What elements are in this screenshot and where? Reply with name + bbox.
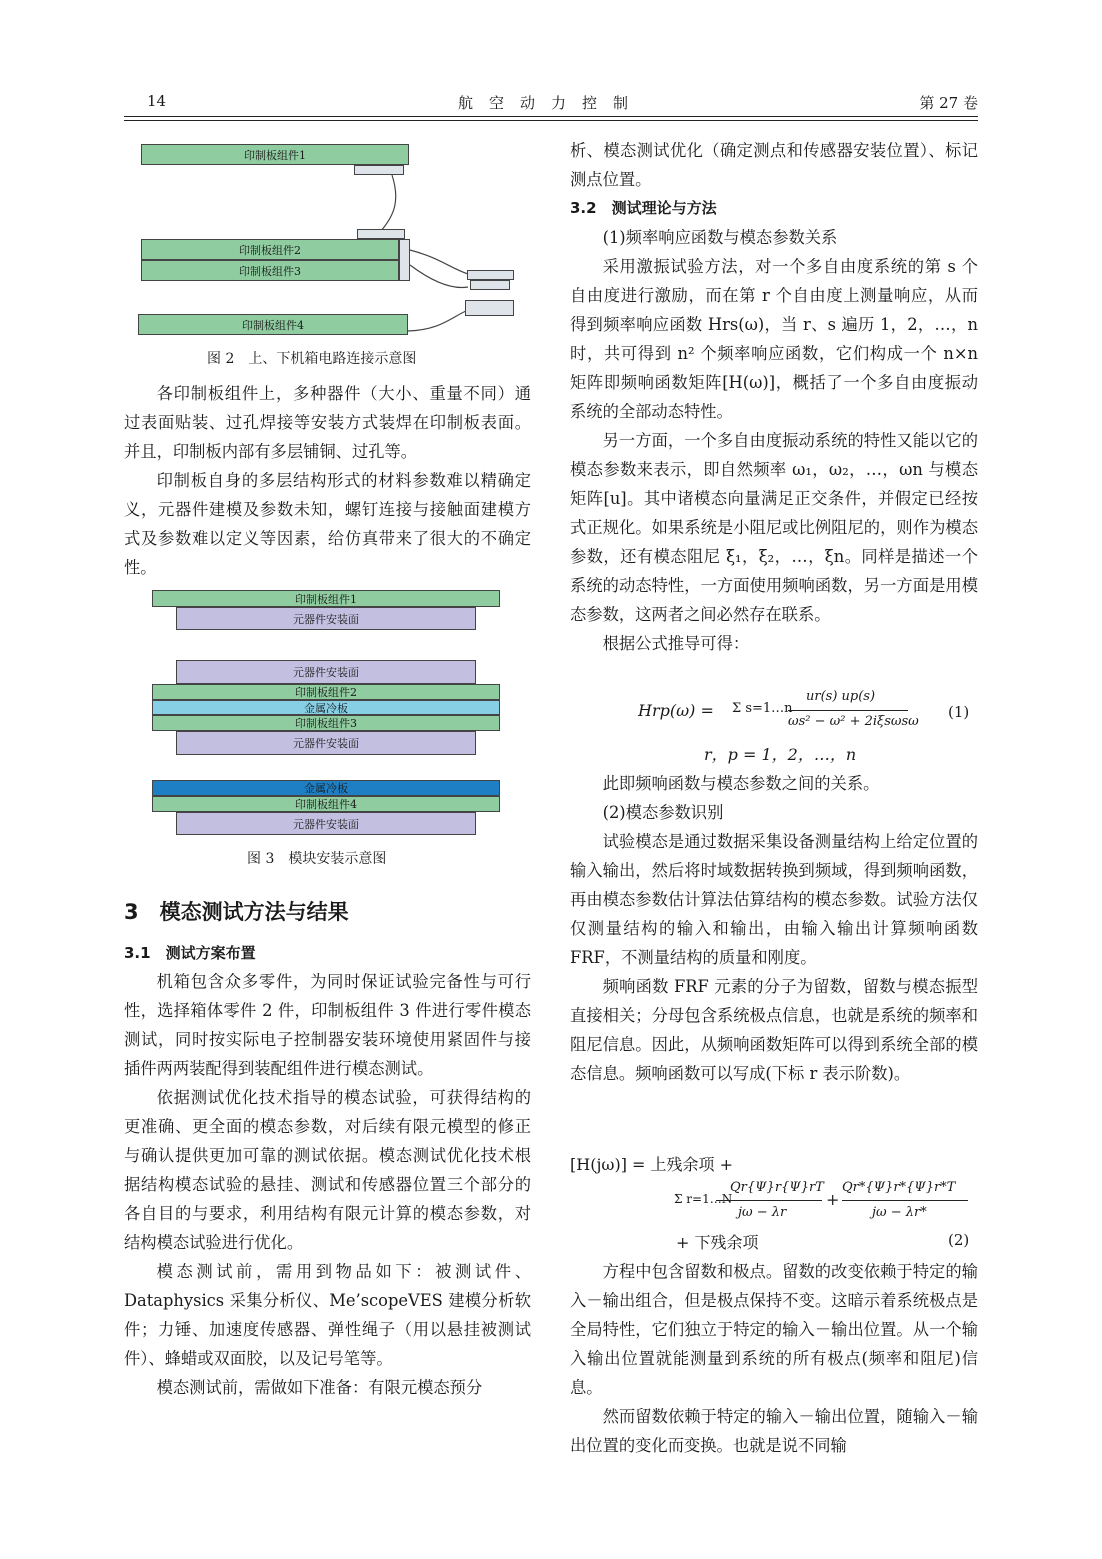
eq1-denominator: ωs² − ω² + 2iξsωsω (788, 714, 919, 729)
right-column-middle (570, 769, 978, 1088)
paragraph: 采用激振试验方法，对一个多自由度系统的第 s 个自由度进行激励，而在第 r 个自由度上测量响应，从而得到频率响应函数 Hrs(ω)，当 r、s 遍历 1，2，…，n 时，共可得到 n² 个频率响应函数，它们构成一个 n×n 矩阵即频响函数矩阵[H(ω)]，概括了一个多自由度振动系统的全部动态特性。 (570, 257, 978, 421)
fraction-line (788, 710, 908, 711)
paragraph: 根据公式推导可得： (602, 634, 750, 653)
equation-number: (1) (948, 703, 970, 721)
paragraph: 模态测试前，需做如下准备：有限元模态预分 (156, 1378, 483, 1397)
equation-number: (2) (948, 1231, 970, 1249)
pcb-assembly-1: 印制板组件1 (152, 590, 500, 607)
paragraph: 模态测试前，需用到物品如下：被测试件、Dataphysics 采集分析仪、Me’scopeVES 建模分析软件；力锤、加速度传感器、弹性绳子（用以悬挂被测试件）、蜂蜡或双面胶，以及记号笔等。 (124, 1262, 531, 1368)
metal-cold-plate: 金属冷板 (152, 780, 500, 796)
pcb-assembly-4: 印制板组件4 (152, 796, 500, 812)
eq1-lhs: Hrp(ω) = (638, 701, 714, 720)
pcb-assembly-2: 印制板组件2 (152, 684, 500, 700)
fraction-line (842, 1200, 968, 1201)
pcb-assembly-4: 印制板组件4 (138, 314, 408, 335)
connector (354, 165, 404, 175)
right-column-top (570, 136, 978, 658)
right-column-bottom (570, 1257, 978, 1460)
component-mounting-surface: 元器件安装面 (176, 812, 476, 835)
paragraph: 然而留数依赖于特定的输入－输出位置，随输入－输出位置的变化而变换。也就是说不同输 (570, 1407, 978, 1455)
connector (467, 270, 514, 280)
connector (465, 300, 514, 316)
paragraph: 依据测试优化技术指导的模态试验，可获得结构的更准确、更全面的模态参数，对后续有限元模型的修正与确认提供更加可靠的测试依据。模态测试优化技术根据结构模态试验的悬挂、测试和传感器位置三个部分的各自目的与要求，利用结构有限元计算的模态参数，对结构模态试验进行优化。 (124, 1088, 531, 1252)
component-mounting-surface: 元器件安装面 (176, 607, 476, 630)
figure-3-caption: 图 3 模块安装示意图 (247, 851, 387, 867)
paragraph: 各印制板组件上，多种器件（大小、重量不同）通过表面贴装、过孔焊接等安装方式装焊在印制板表面。并且，印制板内部有多层铺铜、过孔等。 (124, 384, 531, 461)
paragraph: 试验模态是通过数据采集设备测量结构上给定位置的输入输出，然后将时域数据转换到频域，得到频响函数，再由模态参数估计算法估算结构的模态参数。试验方法仅仅测量结构的输入和输出，由输入输出计算频响函数 FRF，不测量结构的质量和刚度。 (570, 832, 978, 967)
connector (470, 280, 510, 290)
eq2-term1-denominator: jω − λr (738, 1205, 787, 1220)
eq1-condition: r，p = 1，2，…，n (704, 745, 857, 764)
fraction-line (716, 1200, 822, 1201)
connector (399, 239, 410, 281)
subsection-heading: 3.1 测试方案布置 (124, 944, 256, 962)
subsection-heading: 3.2 测试理论与方法 (570, 199, 717, 217)
pcb-assembly-3: 印制板组件3 (141, 260, 399, 281)
paragraph: 印制板自身的多层结构形式的材料参数难以精确定义，元器件建模及参数未知，螺钉连接与接触面建模方式及参数难以定义等因素，给仿真带来了很大的不确定性。 (124, 471, 531, 577)
eq1-sum: Σ s=1…n (732, 701, 793, 716)
journal-title: 航空动力控制 (457, 94, 644, 112)
figure-2-caption: 图 2 上、下机箱电路连接示意图 (207, 351, 417, 367)
section-heading: 3 模态测试方法与结果 (124, 900, 349, 924)
subheading: (2)模态参数识别 (602, 803, 724, 822)
eq2-line1: [H(jω)] = 上残余项 + (570, 1155, 734, 1174)
eq2-sum: Σ r=1…N (674, 1192, 733, 1206)
paragraph: 此即频响函数与模态参数之间的关系。 (602, 774, 880, 793)
paragraph: 频响函数 FRF 元素的分子为留数，留数与模态振型直接相关；分母包含系统极点信息，也就是系统的频率和阻尼信息。因此，从频响函数矩阵可以得到系统全部的模态信息。频响函数可以写成(下标 r 表示阶数)。 (570, 977, 978, 1083)
pcb-assembly-2: 印制板组件2 (141, 239, 399, 260)
pcb-assembly-1: 印制板组件1 (141, 144, 409, 165)
metal-cold-plate: 金属冷板 (152, 700, 500, 715)
eq1-numerator: ur(s) up(s) (806, 689, 876, 704)
left-column-top (124, 379, 531, 582)
paragraph: 机箱包含众多零件，为同时保证试验完备性与可行性，选择箱体零件 2 件，印制板组件 3 件进行零件模态测试，同时按实际电子控制器安装环境使用紧固件与接插件两两装配得到装配组件进行模态测试。 (124, 972, 531, 1078)
paragraph: 另一方面，一个多自由度振动系统的特性又能以它的模态参数来表示，即自然频率 ω₁，ω₂，…，ωn 与模态矩阵[u]。其中诸模态向量满足正交条件，并假定已经按式正规化。如果系统是小阻尼或比例阻尼的，则作为模态参数，还有模态阻尼 ξ₁，ξ₂，…，ξn。同样是描述一个系统的动态特性，一方面使用频响函数，另一方面是用模态参数，这两者之间必然存在联系。 (570, 431, 978, 624)
eq2-term2-numerator: Qr*{Ψ}r*{Ψ}r*T (842, 1180, 956, 1195)
subheading: (1)频率响应函数与模态参数关系 (602, 228, 838, 247)
plus-sign: + (826, 1190, 840, 1209)
paragraph: 析、模态测试优化（确定测点和传感器安装位置）、标记测点位置。 (570, 141, 978, 189)
pcb-assembly-3: 印制板组件3 (152, 715, 500, 731)
component-mounting-surface: 元器件安装面 (176, 660, 476, 684)
paragraph: 方程中包含留数和极点。留数的改变依赖于特定的输入－输出组合，但是极点保持不变。这暗示着系统极点是全局特性，它们独立于特定的输入－输出位置。从一个输入输出位置就能测量到系统的所有极点(频率和阻尼)信息。 (570, 1262, 978, 1397)
connector (357, 229, 405, 239)
eq2-line3: + 下残余项 (676, 1233, 759, 1252)
eq2-term1-numerator: Qr{Ψ}r{Ψ}rT (730, 1180, 824, 1195)
eq2-term2-denominator: jω − λr* (872, 1205, 927, 1220)
component-mounting-surface: 元器件安装面 (176, 731, 476, 755)
page-number: 14 (147, 92, 167, 110)
volume-label: 第 27 卷 (919, 94, 978, 112)
left-column-bottom (124, 967, 531, 1402)
